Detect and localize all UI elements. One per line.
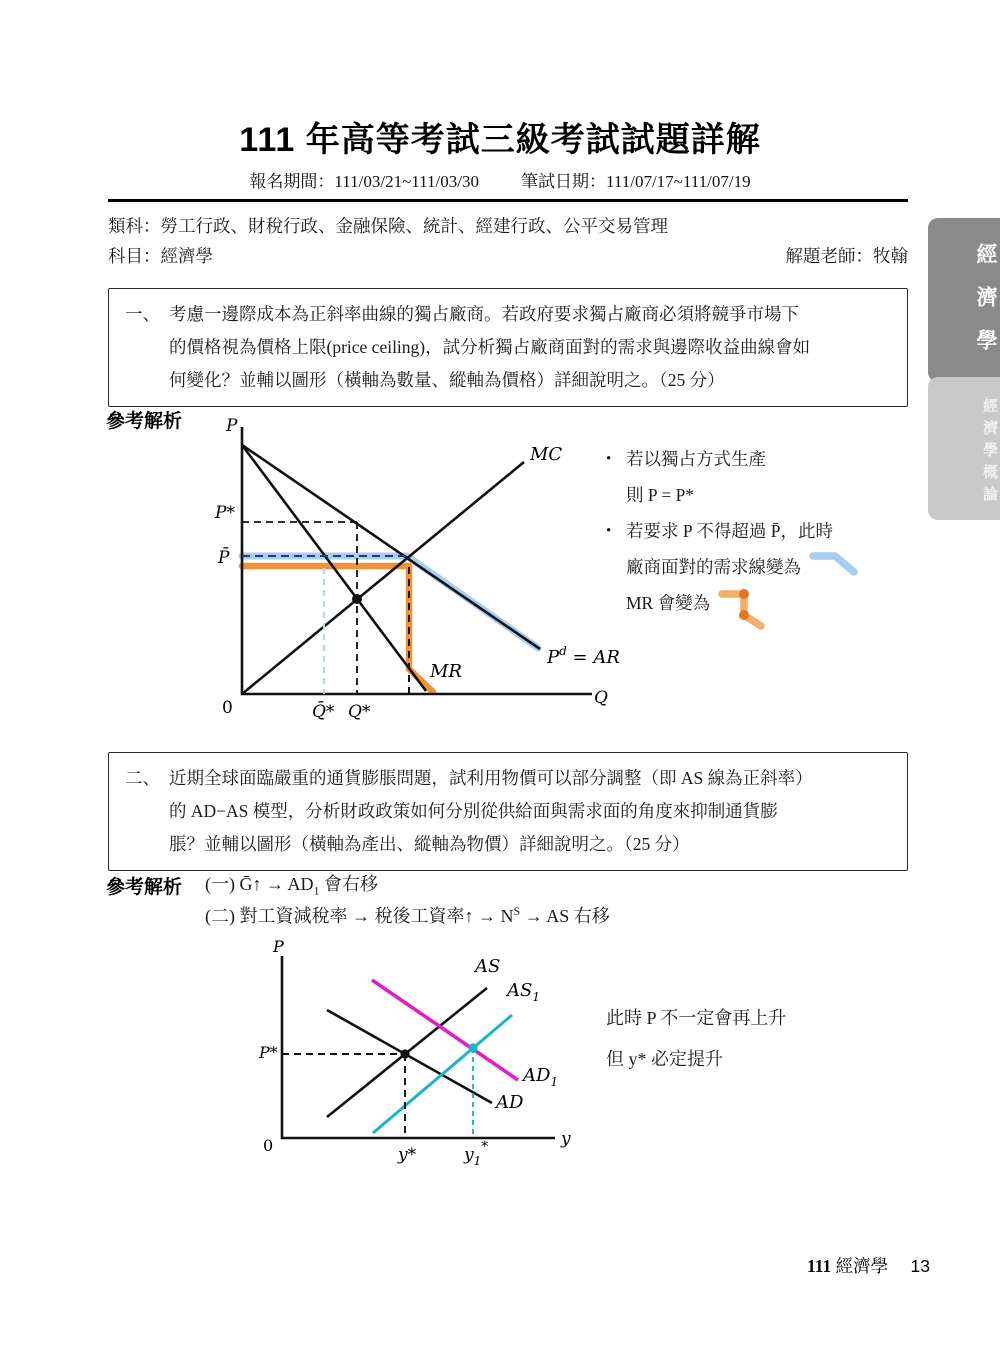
d1-p-bar-label: P̄ <box>218 548 230 568</box>
d2-note-line-2: 但 y* 必定提升 <box>606 1049 723 1069</box>
question-2-line-1: 近期全球面臨嚴重的通貨膨脹問題，試利用物價可以部分調整（即 AS 線為正斜率） <box>169 768 813 788</box>
bullet-dot: • <box>606 523 612 539</box>
answer-1-post: 會右移 <box>319 874 378 894</box>
note-2-line-2-row <box>606 549 926 585</box>
new-mr-highlight <box>242 566 433 692</box>
answer-line-1 <box>205 870 378 899</box>
question-2-line-2: 的 AD−AS 模型，分析財政政策如何分別從供給面與需求面的角度來抑制通貨膨 <box>169 801 778 821</box>
d1-p-axis-label: P <box>226 416 238 436</box>
answer-line-2 <box>205 902 610 928</box>
note-2-line-1: 若要求 P 不得超過 P̄，此時 <box>626 521 833 541</box>
diagram-1-notes <box>606 441 926 631</box>
d1-q-axis-label: Q <box>594 688 608 708</box>
as1-ad1-intersection-dot <box>468 1043 477 1052</box>
page-footer <box>807 1253 930 1278</box>
note-1-line-1: 若以獨占方式生產 <box>626 449 766 469</box>
d2-ad-label: AD <box>496 1092 524 1113</box>
d1-p-star-label: P* <box>215 503 235 523</box>
note-2-line-3: MR 會變為 <box>626 593 711 613</box>
d2-p-axis-label: P <box>273 938 284 956</box>
note-1-line-2: 則 P = P* <box>626 485 695 505</box>
d1-mr-label: MR <box>430 661 462 682</box>
d1-mc-label: MC <box>530 444 563 465</box>
analysis-label-1: 參考解析 <box>106 411 183 432</box>
d2-y1-star-label: $y_1^*$ <box>464 1139 489 1168</box>
question-2-text <box>169 762 893 861</box>
category-line: 類科：勞工行政、財稅行政、金融保險、統計、經建行政、公平交易管理 <box>108 216 668 236</box>
question-1-number: 一、 <box>125 304 160 324</box>
registration-period: 報名期間：111/03/21~111/03/30 <box>249 172 479 191</box>
exam-dates <box>0 167 1000 192</box>
kinked-demand-icon <box>809 549 859 577</box>
header-divider <box>108 199 908 202</box>
answer-1-sub: 1 <box>313 883 320 898</box>
d1-origin-label: 0 <box>222 698 233 718</box>
mr-kink-dot-bottom <box>739 610 749 620</box>
question-2-box <box>108 752 908 871</box>
mc-curve-line <box>242 462 524 694</box>
note-1-line-2-row <box>606 477 926 513</box>
footer-page-number: 13 <box>910 1256 930 1276</box>
question-1-text <box>169 298 893 397</box>
mr-mc-intersection-dot <box>352 594 362 604</box>
question-2-line-3: 脹？並輔以圖形（橫軸為產出、縱軸為物價）詳細說明之。（25 分） <box>169 834 690 854</box>
answer-2-pre: (二) 對工資減稅率 → 稅後工資率↑ → N <box>205 906 514 926</box>
d2-ad1-label: $AD_1$ <box>523 1065 559 1089</box>
answer-1-pre: (一) Ḡ↑ → AD <box>205 874 314 894</box>
d2-origin-label: 0 <box>263 1136 274 1155</box>
d2-note-line-1: 此時 P 不一定會再上升 <box>606 1008 787 1028</box>
d2-y-star-label: y* <box>398 1145 417 1165</box>
subject-row <box>108 243 908 268</box>
d1-demand-label: $P^d$ = AR <box>547 644 620 668</box>
d1-q-bar-star-label: Q̄* <box>312 702 335 722</box>
note-bullet-1 <box>606 441 926 477</box>
d2-as-label: AS <box>475 956 501 977</box>
d2-as1-label: $AS_1$ <box>507 980 540 1004</box>
bullet-dot: • <box>606 451 612 467</box>
teacher-line: 解題老師：牧翰 <box>785 246 908 266</box>
subject-line: 科目：經濟學 <box>108 246 213 266</box>
answer-2-sup: S <box>513 904 521 918</box>
mr-kink-dot-top <box>739 589 749 599</box>
p-star-dashed-guide <box>282 1054 405 1138</box>
as-ad-intersection-dot <box>400 1049 409 1058</box>
new-demand-highlight <box>242 556 538 648</box>
side-tab-economics: 經濟學 <box>928 218 1000 382</box>
note-2-line-3-row <box>606 585 926 631</box>
ad-as-diagram <box>253 938 583 1180</box>
footer-year: 111 <box>806 1256 832 1276</box>
d2-y-axis-label: y <box>561 1129 571 1149</box>
question-1-line-2: 的價格視為價格上限(price ceiling)，試分析獨占廠商面對的需求與邊際收益曲線會如 <box>169 337 811 357</box>
side-tab-economics-intro: 經濟學概論 <box>928 377 1000 520</box>
question-1-line-3: 何變化？並輔以圖形（橫軸為數量、縱軸為價格）詳細說明之。（25 分） <box>169 370 725 390</box>
as1-curve-line <box>373 1015 512 1133</box>
question-1-box <box>108 288 908 407</box>
analysis-label-2: 參考解析 <box>106 877 183 898</box>
page-title: 111 年高等考試三級考試試題詳解 <box>239 121 761 159</box>
d1-q-star-label: Q* <box>348 702 371 722</box>
question-1-line-1: 考慮一邊際成本為正斜率曲線的獨占廠商。若政府要求獨占廠商必須將競爭市場下 <box>169 304 799 324</box>
ad-curve-line <box>327 1010 492 1103</box>
d2-p-star-label: P* <box>259 1043 278 1062</box>
footer-subject: 經濟學 <box>835 1256 889 1276</box>
written-exam-date: 筆試日期：111/07/17~111/07/19 <box>521 172 751 191</box>
question-2-number: 二、 <box>125 768 160 788</box>
diagram-2-notes <box>606 998 906 1080</box>
demand-curve-line <box>242 445 540 649</box>
p-star-dashed-guide <box>242 522 357 694</box>
note-bullet-2 <box>606 513 926 549</box>
answer-2-post: → AS 右移 <box>520 906 610 926</box>
note-2-line-2: 廠商面對的需求線變為 <box>626 557 801 577</box>
kinked-mr-icon <box>718 585 768 631</box>
monopoly-price-ceiling-diagram <box>202 415 642 745</box>
